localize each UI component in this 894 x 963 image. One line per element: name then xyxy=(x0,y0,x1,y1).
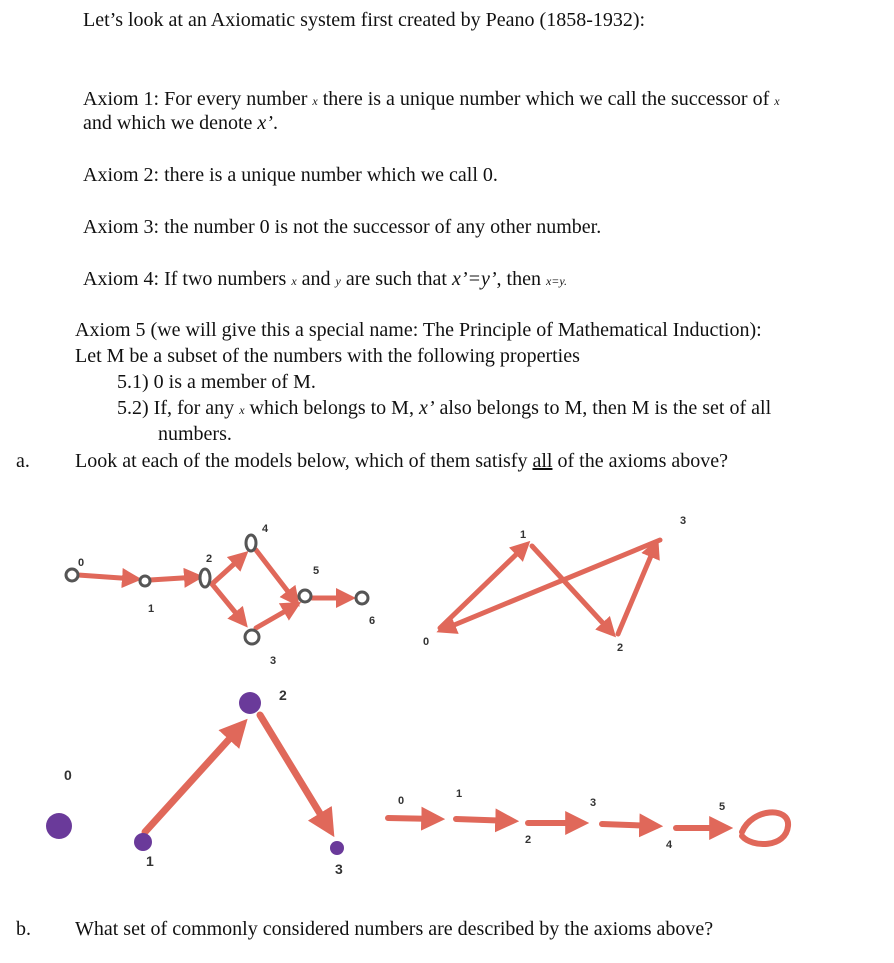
model-1-label-6: 6 xyxy=(369,615,376,627)
question-b-text: What set of commonly considered numbers are described by the axioms above? xyxy=(75,918,714,940)
model-3-label-3: 3 xyxy=(335,861,343,877)
model-4-label-1: 1 xyxy=(456,788,463,800)
model-4-arrow-3-4 xyxy=(602,824,656,826)
model-4-loop-5 xyxy=(742,812,788,844)
model-1-arrow-4-5 xyxy=(256,550,296,602)
model-3-arrow-1-2 xyxy=(145,725,242,832)
model-4-arrow-1-2 xyxy=(456,819,512,821)
model-1-node-1 xyxy=(140,576,150,586)
model-2-label-0: 0 xyxy=(423,636,430,648)
model-4-label-5: 5 xyxy=(719,801,726,813)
model-1-node-0 xyxy=(66,569,78,581)
axiom-1-line-1: Axiom 1: For every number x there is a unique number which we call the successor of x xyxy=(83,88,780,110)
model-1-node-4 xyxy=(246,535,256,551)
axiom-5-line-2: Let M be a subset of the numbers with the following properties xyxy=(75,345,580,367)
model-1-node-3 xyxy=(245,630,259,644)
model-4-label-0: 0 xyxy=(398,795,405,807)
question-a-marker: a. xyxy=(16,450,30,472)
model-4-label-4: 4 xyxy=(666,839,673,851)
model-3-arrow-2-3 xyxy=(260,715,330,830)
model-2-label-2: 2 xyxy=(617,642,624,654)
model-4-label-2: 2 xyxy=(525,834,532,846)
model-1-label-0: 0 xyxy=(78,557,85,569)
model-2-label-3: 3 xyxy=(680,515,687,527)
model-3-label-2: 2 xyxy=(279,687,287,703)
model-4 xyxy=(388,788,788,851)
model-3-node-1 xyxy=(134,833,152,851)
model-3 xyxy=(46,687,344,877)
model-3-node-3 xyxy=(330,841,344,855)
model-1-arrow-2-4 xyxy=(212,555,244,584)
model-4-label-3: 3 xyxy=(590,797,597,809)
model-2 xyxy=(423,515,686,654)
axiom-3: Axiom 3: the number 0 is not the successor of any other number. xyxy=(83,216,602,238)
intro-text: Let’s look at an Axiomatic system first created by Peano (1858-1932): xyxy=(83,9,646,31)
model-1-node-2 xyxy=(200,569,210,587)
model-2-label-1: 1 xyxy=(520,529,527,541)
axiom-5-line-1: Axiom 5 (we will give this a special name: The Principle of Mathematical Induction): xyxy=(75,319,762,341)
model-1-arrow-0-1 xyxy=(78,575,136,579)
model-1-node-6 xyxy=(356,592,368,604)
model-1-label-2: 2 xyxy=(206,553,213,565)
axiom-2: Axiom 2: there is a unique number which we call 0. xyxy=(83,164,498,186)
question-b-marker: b. xyxy=(16,918,31,940)
model-1-label-3: 3 xyxy=(270,655,277,667)
model-1-label-5: 5 xyxy=(313,565,320,577)
axiom-5-property-2-cont: numbers. xyxy=(158,423,232,445)
axiom-1-line-2: and which we denote x’. xyxy=(83,112,278,134)
axiom-5-property-2: 5.2) If, for any x which belongs to M, x’ also belongs to M, then M is the set of all xyxy=(117,397,772,419)
model-3-node-2 xyxy=(239,692,261,714)
model-4-arrow-0-1 xyxy=(388,818,438,819)
model-1-label-4: 4 xyxy=(262,523,269,535)
axiom-4: Axiom 4: If two numbers x and y are such that x’=y’, then x=y. xyxy=(83,268,568,290)
axiom-5-property-1: 5.1) 0 is a member of M. xyxy=(117,371,316,393)
model-3-label-0: 0 xyxy=(64,767,72,783)
model-1-arrow-1-2 xyxy=(150,577,198,580)
model-1-node-5 xyxy=(299,590,311,602)
model-1 xyxy=(66,523,375,667)
model-1-label-1: 1 xyxy=(148,603,155,615)
model-1-arrow-2-3 xyxy=(212,584,244,623)
question-a-text: Look at each of the models below, which of them satisfy all of the axioms above? xyxy=(75,450,728,472)
model-1-arrow-3-5 xyxy=(256,605,296,628)
model-3-label-1: 1 xyxy=(146,853,154,869)
model-3-node-0 xyxy=(46,813,72,839)
